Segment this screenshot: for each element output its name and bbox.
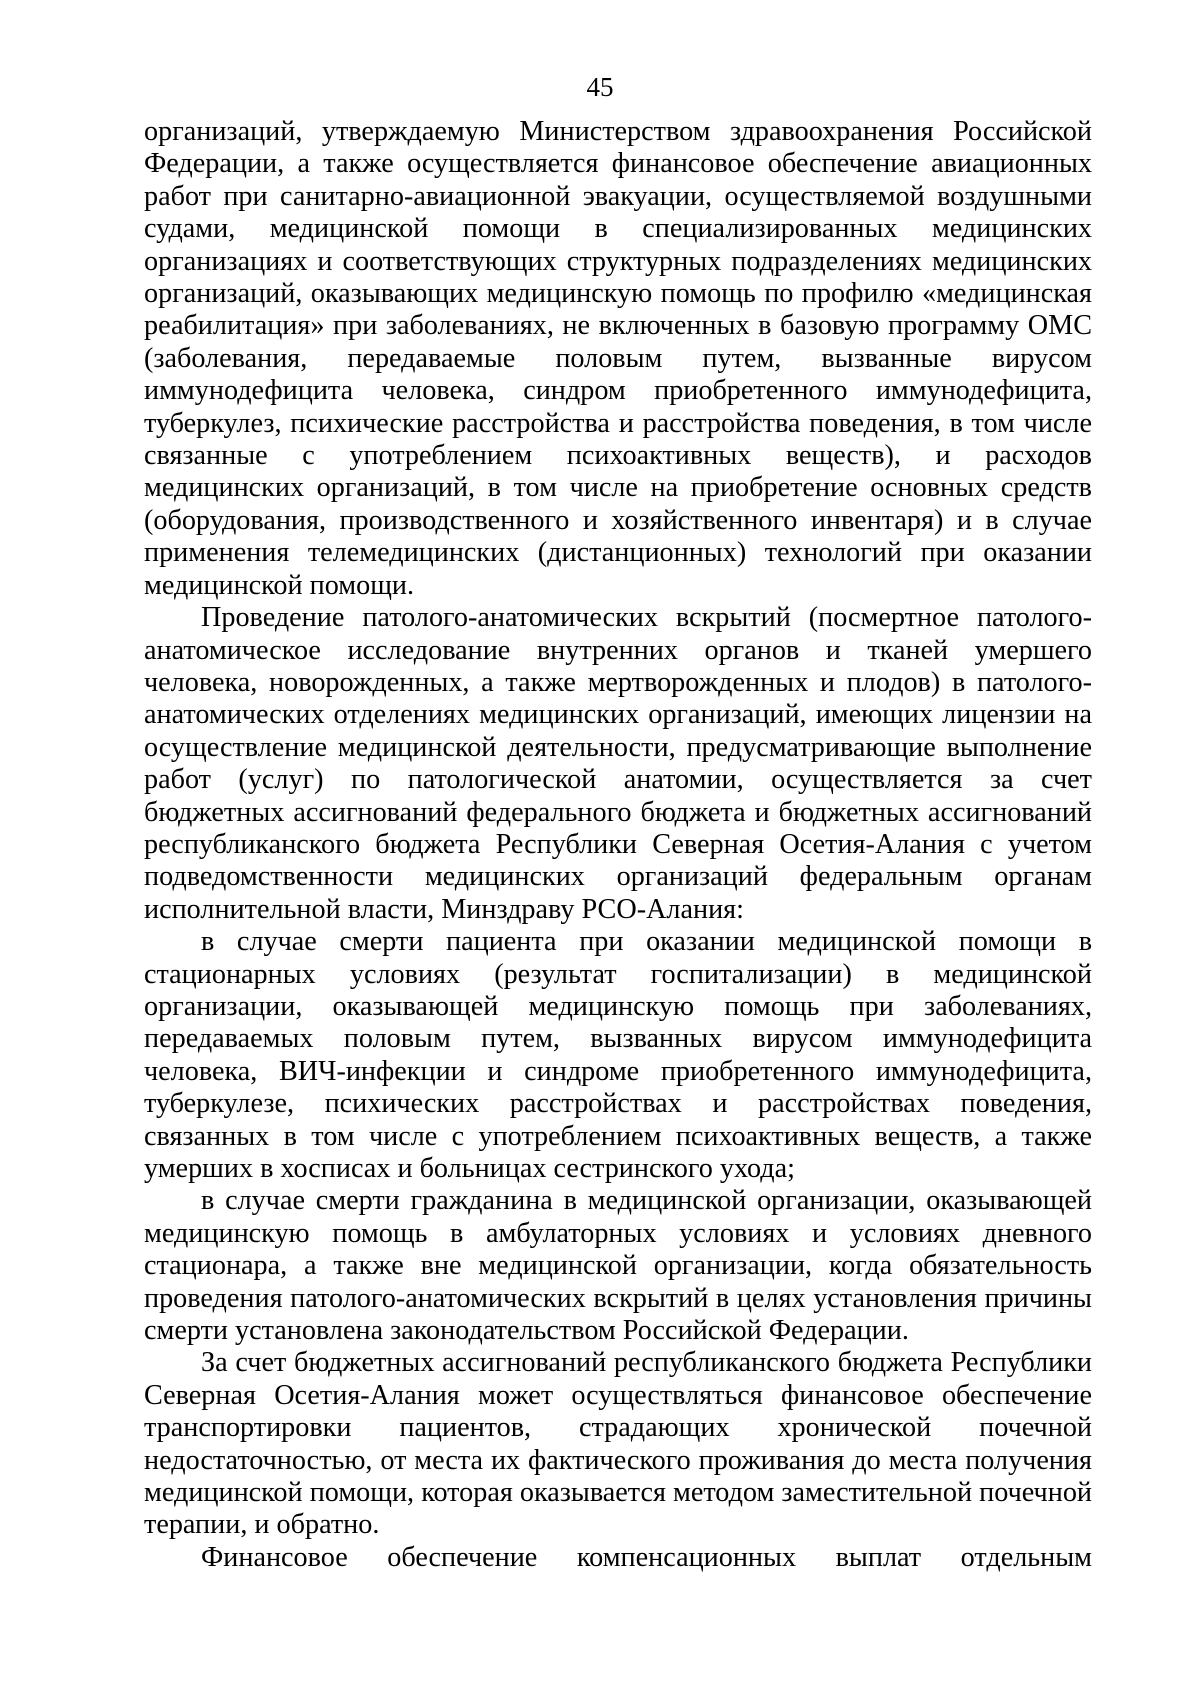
paragraph-inpatient-death: в случае смерти пациента при оказании медицинской помощи в стационарных условиях (результат госпитализации) в медицинской организации, оказывающей медицинскую помощь при заболеваниях, передаваемых половым путем, вызванных вирусом иммунодефицита человека, ВИЧ-инфекции и синдроме приобретенного иммунодефицита, туберкулезе, психических расстройствах и расстройствах поведения, связанных в том числе с употреблением психоактивных веществ, а также умерших в хосписах и больницах сестринского ухода; <box>144 926 1092 1184</box>
paragraph-continuation: организаций, утверждаемую Министерством здравоохранения Российской Федерации, а также осуществляется финансовое обеспечение авиационных работ при санитарно-авиационной эвакуации, осуществляемой воздушными судами, медицинской помощи в специализированных медицинских организациях и соответствующих структурных подразделениях медицинских организаций, оказывающих медицинскую помощь по профилю «медицинская реабилитация» при заболеваниях, не включенных в базовую программу ОМС (заболевания, передаваемые половым путем, вызванные вирусом иммунодефицита человека, синдром приобретенного иммунодефицита, туберкулез, психические расстройства и расстройства поведения, в том числе связанные с употреблением психоактивных веществ), и расходов медицинских организаций, в том числе на приобретение основных средств (оборудования, производственного и хозяйственного инвентаря) и в случае применения телемедицинских (дистанционных) технологий при оказании медицинской помощи. <box>144 116 1092 601</box>
page-number: 45 <box>586 72 614 102</box>
paragraph-compensation-start: Финансовое обеспечение компенсационных выплат отдельным <box>201 1541 1092 1573</box>
paragraph-dialysis-transport: За счет бюджетных ассигнований республиканского бюджета Республики Северная Осетия-Алания может осуществляться финансовое обеспечение транспортировки пациентов, страдающих хронической почечной недостаточностью, от места их фактического проживания до места получения медицинской помощи, которая оказывается методом заместительной почечной терапии, и обратно. <box>144 1347 1092 1541</box>
paragraph-autopsy-funding: Проведение патолого-анатомических вскрытий (посмертное патолого-анатомическое исследование внутренних органов и тканей умершего человека, новорожденных, а также мертворожденных и плодов) в патолого-анатомических отделениях медицинских организаций, имеющих лицензии на осуществление медицинской деятельности, предусматривающие выполнение работ (услуг) по патологической анатомии, осуществляется за счет бюджетных ассигнований федерального бюджета и бюджетных ассигнований республиканского бюджета Республики Северная Осетия-Алания с учетом подведомственности медицинских организаций федеральным органам исполнительной власти, Минздраву РСО-Алания: <box>144 602 1092 925</box>
document-body <box>144 116 1092 1574</box>
paragraph-outpatient-death: в случае смерти гражданина в медицинской организации, оказывающей медицинскую помощь в амбулаторных условиях и условиях дневного стационара, а также вне медицинской организации, когда обязательность проведения патолого-анатомических вскрытий в целях установления причины смерти установлена законодательством Российской Федерации. <box>144 1185 1092 1347</box>
